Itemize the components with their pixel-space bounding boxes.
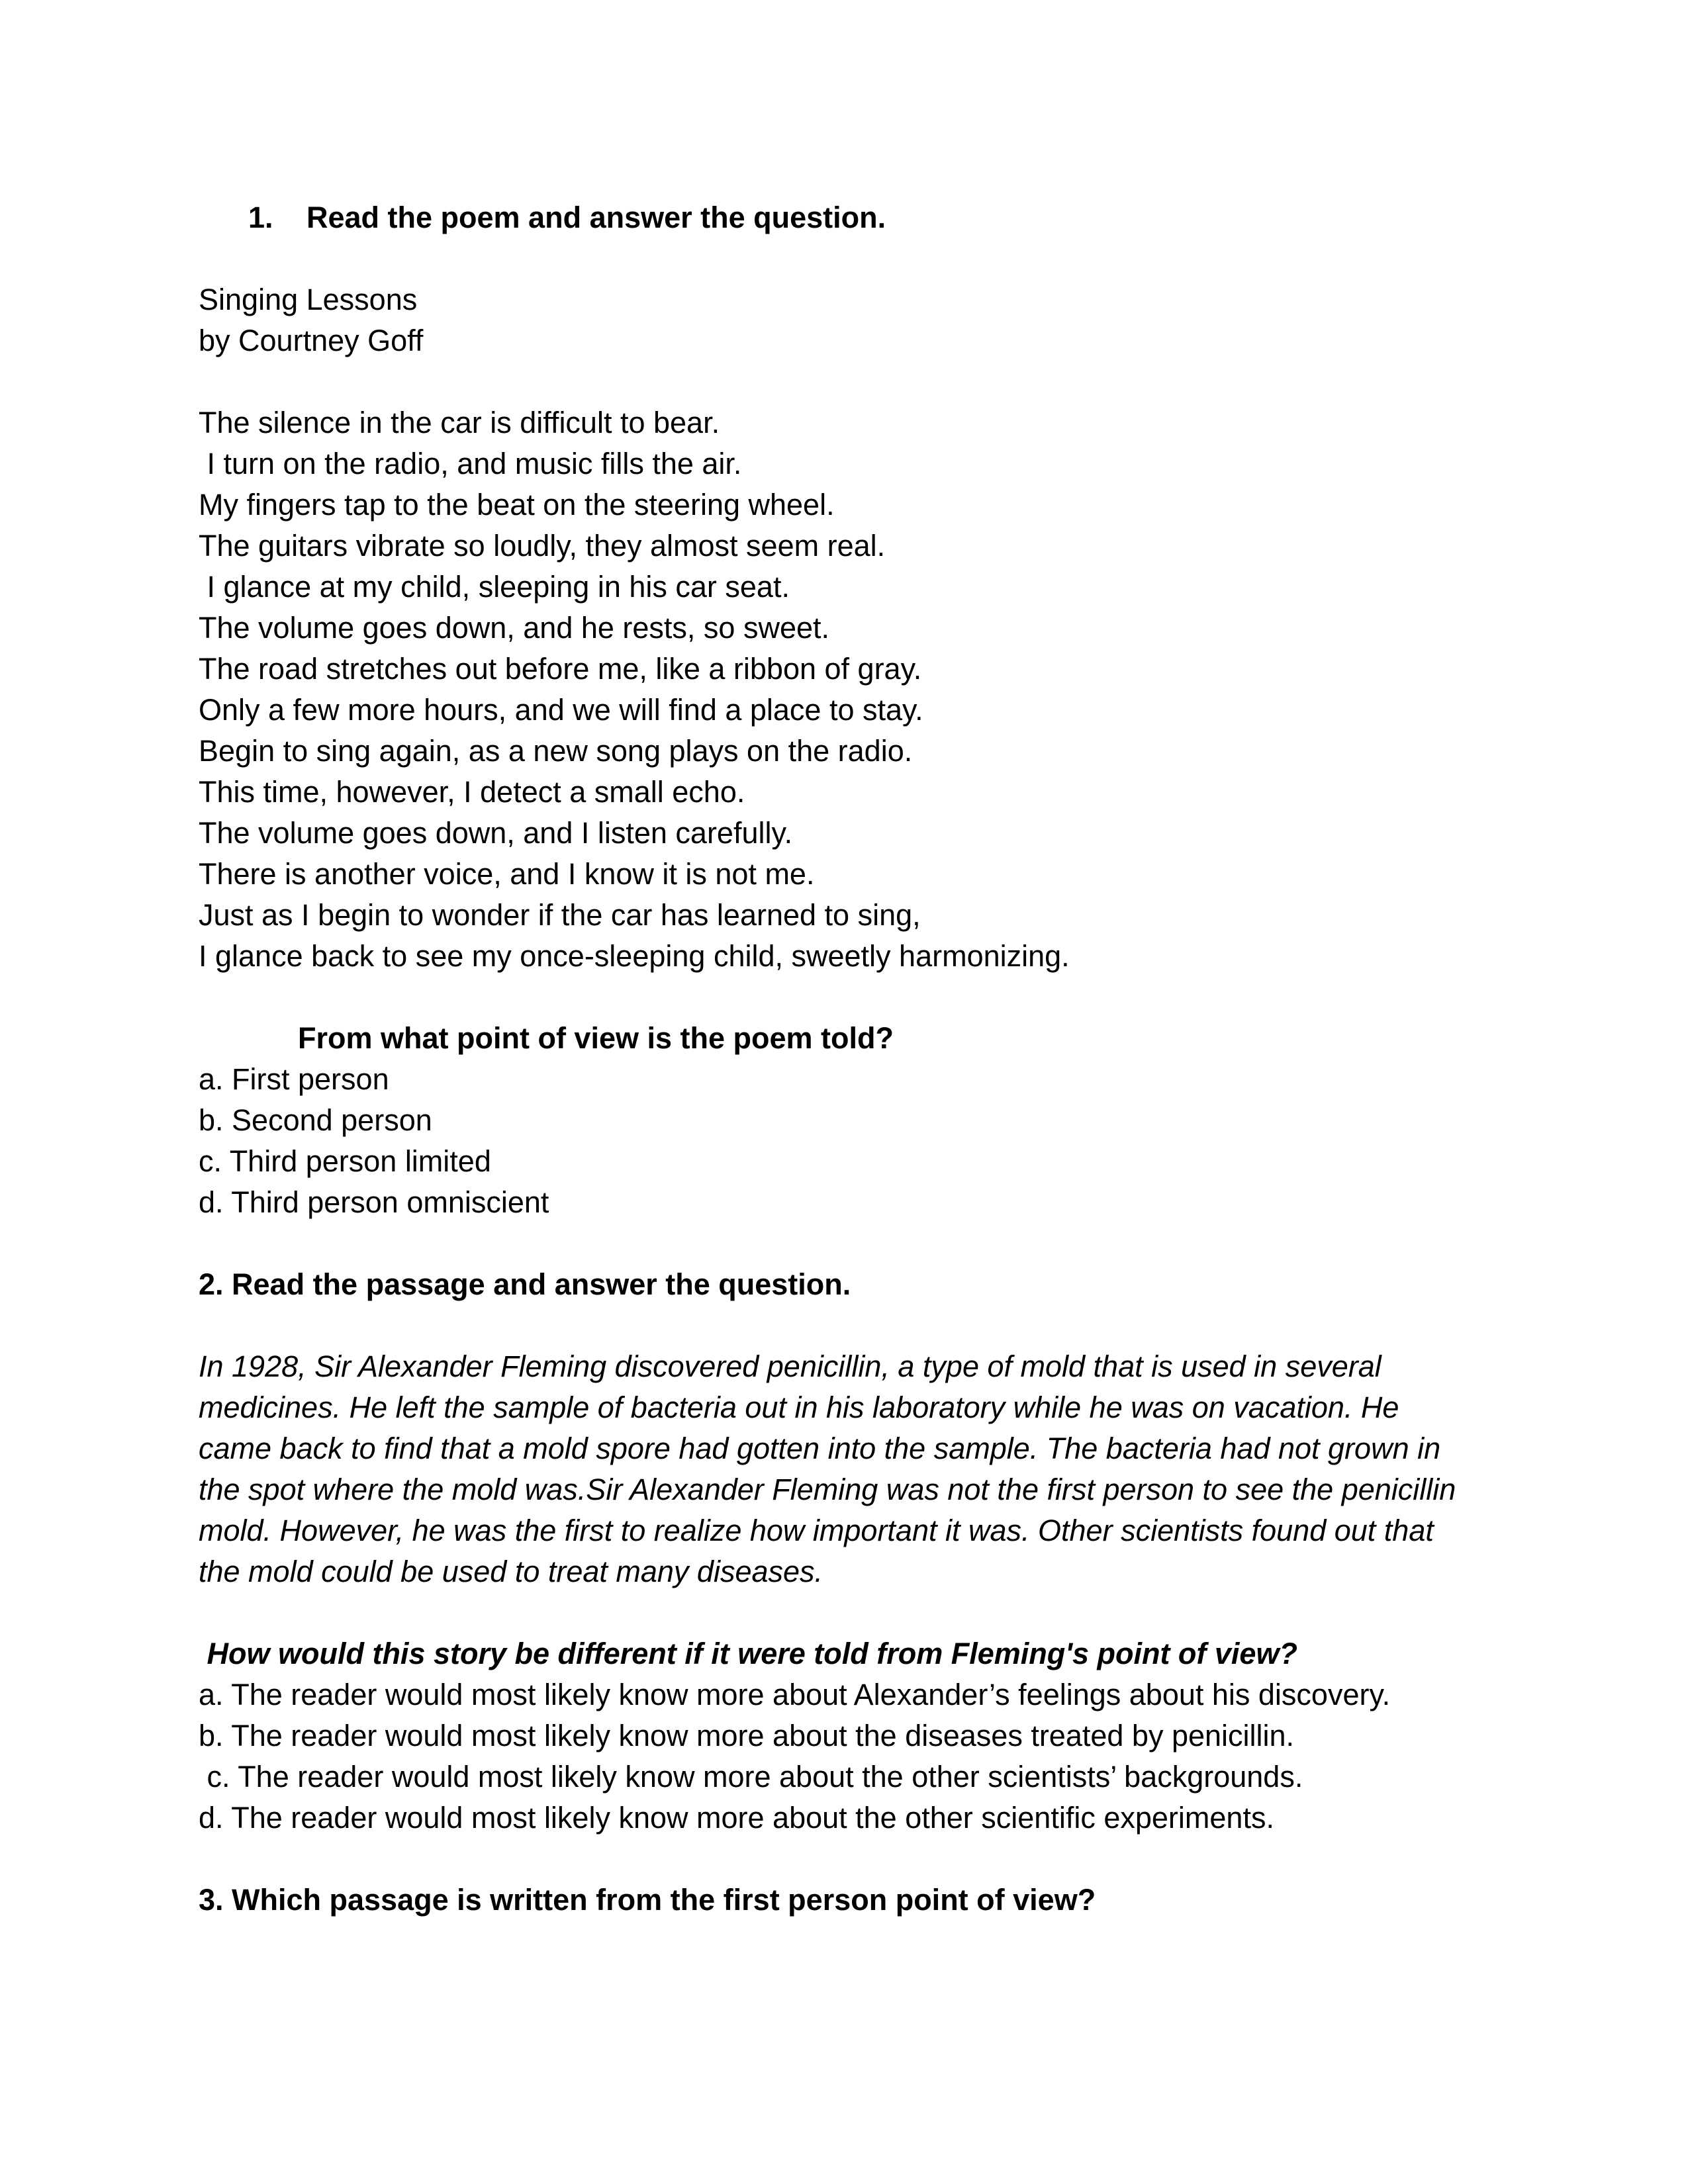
question-2-prompt: How would this story be different if it were told from Fleming's point of view? [199,1637,1297,1670]
poem-line: My fingers tap to the beat on the steering wheel. [199,488,835,522]
answer-option: d. Third person omniscient [199,1185,549,1219]
answer-option: a. The reader would most likely know more about Alexander’s feelings about his discovery. [199,1678,1391,1711]
question-1-prompt: From what point of view is the poem told? [298,1021,894,1055]
poem-line: I turn on the radio, and music fills the air. [199,447,742,480]
question-1-instruction: Read the poem and answer the question. [306,201,886,234]
answer-option: b. The reader would most likely know more about the diseases treated by penicillin. [199,1719,1295,1752]
passage-line: mold. However, he was the first to realize how important it was. Other scientists found out that [199,1514,1434,1547]
answer-option: b. Second person [199,1103,432,1137]
passage-line: the mold could be used to treat many diseases. [199,1555,823,1588]
passage-line: the spot where the mold was.Sir Alexander Fleming was not the first person to see the penicillin [199,1473,1456,1506]
poem-line: The volume goes down, and he rests, so sweet. [199,611,830,645]
poem-title: Singing Lessons [199,283,418,316]
poem-line: Just as I begin to wonder if the car has learned to sing, [199,898,921,932]
passage-line: In 1928, Sir Alexander Fleming discovered penicillin, a type of mold that is used in several [199,1349,1382,1383]
answer-option: c. The reader would most likely know more about the other scientists’ backgrounds. [199,1760,1303,1794]
passage-line: medicines. He left the sample of bacteria out in his laboratory while he was on vacation. He [199,1390,1399,1424]
poem-line: Only a few more hours, and we will find a place to stay. [199,693,923,727]
poem-line: The guitars vibrate so loudly, they almost seem real. [199,529,886,563]
poem-line: There is another voice, and I know it is not me. [199,857,815,891]
poem-author: by Courtney Goff [199,324,424,357]
poem-line: I glance back to see my once-sleeping child, sweetly harmonizing. [199,939,1070,973]
poem-line: The volume goes down, and I listen carefully. [199,816,793,850]
poem-line: Begin to sing again, as a new song plays on the radio. [199,734,913,768]
question-2-instruction: 2. Read the passage and answer the question. [199,1267,851,1301]
poem-line: The silence in the car is difficult to bear. [199,406,720,439]
poem-line: I glance at my child, sleeping in his car seat. [199,570,790,604]
question-3-instruction: 3. Which passage is written from the first person point of view? [199,1883,1096,1917]
answer-option: c. Third person limited [199,1144,491,1178]
poem-line: This time, however, I detect a small echo. [199,775,745,809]
answer-option: d. The reader would most likely know more about the other scientific experiments. [199,1801,1274,1835]
question-1-number: 1. [248,201,273,234]
poem-line: The road stretches out before me, like a ribbon of gray. [199,652,922,686]
answer-option: a. First person [199,1062,389,1096]
passage-line: came back to find that a mold spore had gotten into the sample. The bacteria had not grown in [199,1432,1441,1465]
